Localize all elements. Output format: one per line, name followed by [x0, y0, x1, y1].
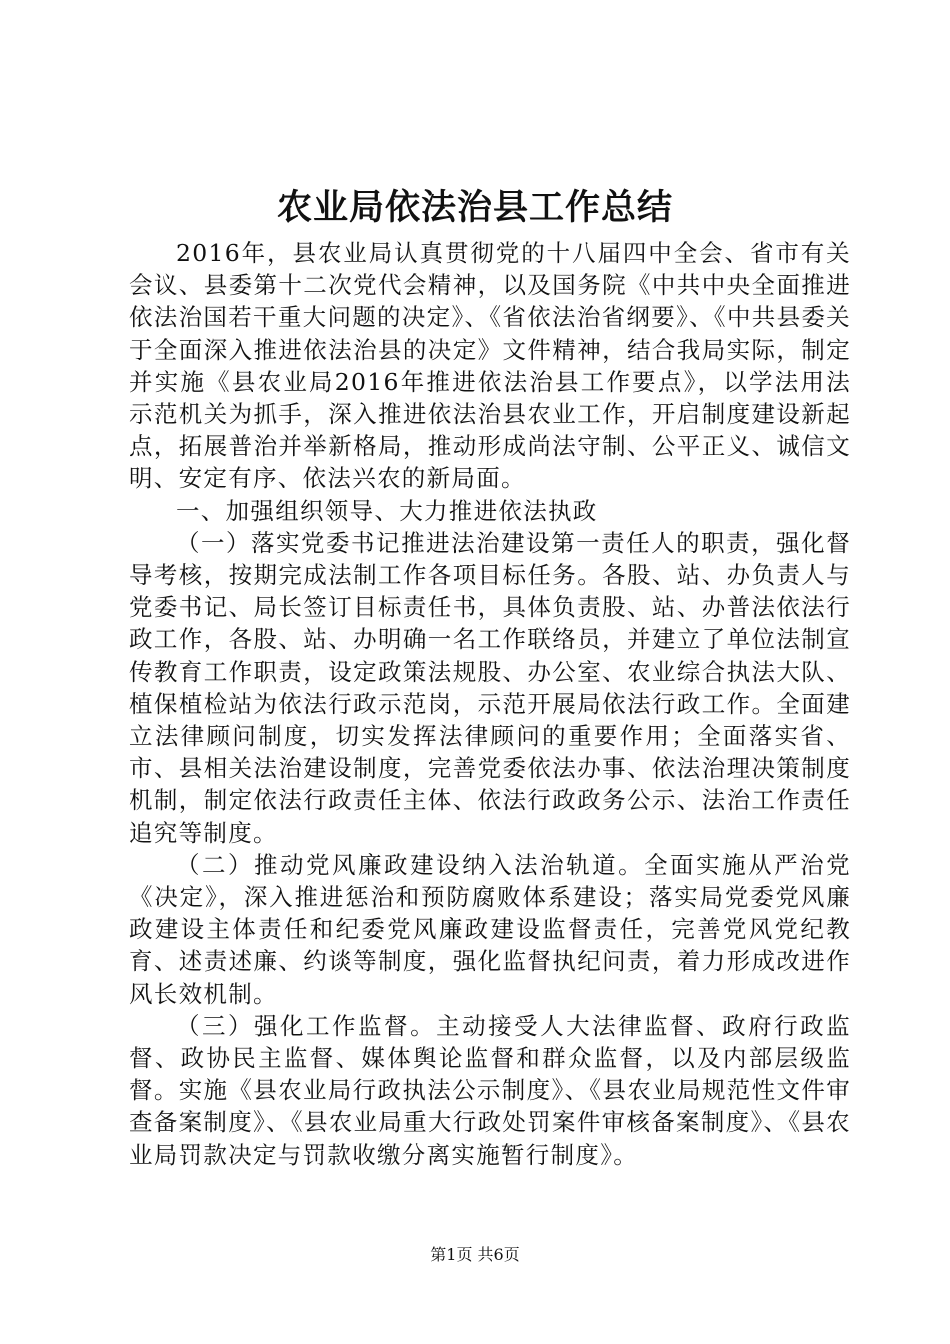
intro-paragraph: 2016年，县农业局认真贯彻党的十八届四中全会、省市有关会议、县委第十二次党代会精神，以及国务院《中共中央全面推进依法治国若干重大问题的决定》、《省依法治省纲要》、《中共县委关于全面深入推进依法治县的决定》文件精神，结合我局实际，制定并实施《县农业局2016年推进依法治县工作要点》，以学法用法示范机关为抓手，深入推进依法治县农业工作，开启制度建设新起点，拓展普治并举新格局，推动形成尚法守制、公平正义、诚信文明、安定有序、依法兴农的新局面。 [129, 239, 851, 493]
subsection-paragraph-2: （二）推动党风廉政建设纳入法治轨道。全面实施从严治党《决定》，深入推进惩治和预防腐败体系建设；落实局党委党风廉政建设主体责任和纪委党风廉政建设监督责任，完善党风党纪教育、述责述廉、约谈等制度，强化监督执纪问责，着力形成改进作风长效机制。 [129, 850, 851, 1008]
subsection-paragraph-3: （三）强化工作监督。主动接受人大法律监督、政府行政监督、政协民主监督、媒体舆论监督和群众监督，以及内部层级监督。实施《县农业局行政执法公示制度》、《县农业局规范性文件审查备案制度》、《县农业局重大行政处罚案件审核备案制度》、《县农业局罚款决定与罚款收缴分离实施暂行制度》。 [129, 1011, 851, 1169]
subsection-paragraph-1: （一）落实党委书记推进法治建设第一责任人的职责，强化督导考核，按期完成法制工作各项目标任务。各股、站、办负责人与党委书记、局长签订目标责任书，具体负责股、站、办普法依法行政工作，各股、站、办明确一名工作联络员，并建立了单位法制宣传教育工作职责，设定政策法规股、办公室、农业综合执法大队、植保植检站为依法行政示范岗，示范开展局依法行政工作。全面建立法律顾问制度，切实发挥法律顾问的重要作用；全面落实省、市、县相关法治建设制度，完善党委依法办事、依法治理决策制度机制，制定依法行政责任主体、依法行政政务公示、法治工作责任追究等制度。 [129, 528, 851, 847]
section-heading: 一、加强组织领导、大力推进依法执政 [176, 496, 598, 525]
document-title: 农业局依法治县工作总结 [276, 187, 673, 228]
page-number-footer: 第1页 共6页 [430, 1245, 520, 1264]
document-body [129, 237, 851, 1171]
